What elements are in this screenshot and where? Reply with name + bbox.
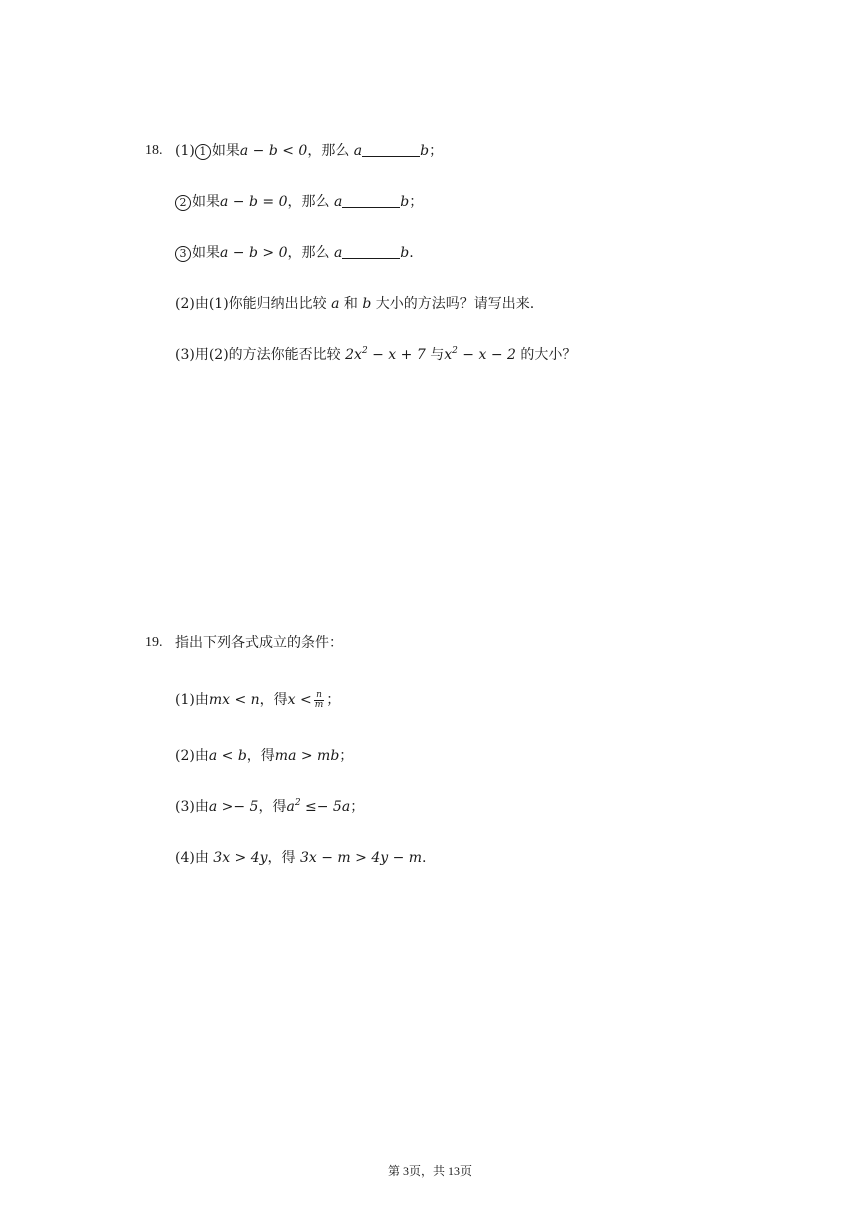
q18-part3-expr2-pre: x bbox=[444, 347, 453, 363]
q19-c2-text-a: (2)由 bbox=[175, 748, 209, 764]
q18-item1-text-b: ，那么 bbox=[307, 143, 354, 159]
answer-blank-2[interactable] bbox=[342, 193, 400, 208]
q19-c1-math-2: x < bbox=[287, 692, 312, 708]
q18-part1-item2 bbox=[175, 192, 423, 212]
answer-blank-1[interactable] bbox=[362, 142, 420, 157]
q18-part3-expr1-pre: 2x bbox=[345, 347, 362, 363]
q18-part2 bbox=[175, 294, 534, 314]
q19-c4-math-1: 3x > 4y bbox=[213, 850, 268, 866]
q19-c4-text-a: (4)由 bbox=[175, 850, 214, 866]
q18-item3-text-b: ，那么 bbox=[287, 245, 334, 261]
q19-c3-end: ； bbox=[350, 799, 365, 815]
q19-c1-math-1: mx < n bbox=[208, 692, 260, 708]
circle-number-1-icon: 1 bbox=[195, 144, 211, 160]
q18-item2-var-b: b bbox=[400, 194, 410, 210]
q19-c4-text-b: ，得 bbox=[267, 850, 300, 866]
q18-part3-text-c: 的大小？ bbox=[515, 347, 577, 363]
q18-item2-text-b: ，那么 bbox=[287, 194, 334, 210]
q18-part3-text-a: (3)用(2)的方法你能否比较 bbox=[175, 347, 346, 363]
q19-c3-math-2-pre: a bbox=[286, 799, 295, 815]
q18-item3-text-a: 如果 bbox=[192, 245, 220, 261]
q18-item2-end: ； bbox=[409, 194, 424, 210]
q19-condition-4 bbox=[175, 848, 427, 868]
q18-item3-end: . bbox=[409, 245, 414, 261]
circle-number-2-icon: 2 bbox=[175, 195, 191, 211]
q18-part2-text-a: (2)由(1)你能归纳出比较 bbox=[175, 296, 332, 312]
q18-part2-text-b: 和 bbox=[339, 296, 363, 312]
q19-c3-math-2-exp: 2 bbox=[294, 798, 301, 808]
q18-part2-text-c: 大小的方法吗？请写出来. bbox=[371, 296, 535, 312]
q18-item2-var-a: a bbox=[333, 194, 343, 210]
q19-c3-text-a: (3)由 bbox=[175, 799, 209, 815]
q19-c2-math-1: a < b bbox=[208, 748, 247, 764]
q19-c1-text-a: (1)由 bbox=[175, 692, 209, 708]
question-number-19: 19. bbox=[145, 635, 163, 650]
q18-part3-expr2-post: − x − 2 bbox=[457, 347, 516, 363]
q19-c1-text-b: ，得 bbox=[259, 692, 288, 708]
q18-part3-expr1-exp: 2 bbox=[361, 346, 368, 356]
q19-c4-end: . bbox=[422, 850, 427, 866]
q18-item1-end: ； bbox=[429, 143, 444, 159]
q18-part3-expr1 bbox=[345, 347, 426, 363]
q19-c3-math-1: a >− 5 bbox=[208, 799, 259, 815]
q19-c1-fraction bbox=[314, 691, 325, 710]
q18-item3-math: a − b > 0 bbox=[220, 245, 288, 261]
answer-blank-3[interactable] bbox=[342, 244, 400, 259]
q19-c3-math-2 bbox=[286, 799, 350, 815]
q18-part2-var-a: a bbox=[331, 296, 340, 312]
q19-c4-math-2: 3x − m > 4y − m bbox=[299, 850, 423, 866]
circle-number-3-icon: 3 bbox=[175, 246, 191, 262]
q18-part3 bbox=[175, 345, 576, 365]
q18-item1-var-b: b bbox=[420, 143, 430, 159]
q19-condition-1 bbox=[175, 690, 340, 710]
page-footer: 第 3页，共 13页 bbox=[387, 1164, 472, 1178]
q18-part3-expr2-exp: 2 bbox=[452, 346, 458, 356]
q18-item1-text-a: 如果 bbox=[211, 143, 240, 159]
q19-intro: 指出下列各式成立的条件： bbox=[175, 635, 343, 651]
q19-c1-end: ； bbox=[326, 692, 341, 708]
q18-item3-var-a: a bbox=[333, 245, 343, 261]
q19-condition-2 bbox=[175, 746, 353, 766]
q19-c3-text-b: ，得 bbox=[258, 799, 287, 815]
q19-c1-fraction-num: n bbox=[314, 691, 325, 701]
q19-condition-3 bbox=[175, 797, 364, 817]
q18-item2-math: a − b = 0 bbox=[220, 194, 288, 210]
q18-part3-text-b: 与 bbox=[425, 347, 445, 363]
q18-item1-math: a − b < 0 bbox=[239, 143, 308, 159]
q18-part3-expr2 bbox=[444, 347, 516, 363]
q19-c2-math-2: ma > mb bbox=[274, 748, 340, 764]
q18-part3-expr1-post: − x + 7 bbox=[367, 347, 426, 363]
q18-item2-text-a: 如果 bbox=[192, 194, 220, 210]
q18-item1-var-a: a bbox=[353, 143, 363, 159]
q18-item3-var-b: b bbox=[400, 245, 410, 261]
q19-c2-end: ； bbox=[339, 748, 354, 764]
q18-part1-item3 bbox=[175, 243, 414, 263]
q18-part1-item1 bbox=[175, 141, 443, 161]
q19-c1-fraction-den: m bbox=[314, 699, 324, 710]
q18-part1-label: (1) bbox=[175, 143, 195, 159]
q19-c2-text-b: ，得 bbox=[246, 748, 275, 764]
q19-c3-math-2-post: ≤− 5a bbox=[300, 799, 351, 815]
q18-part2-var-b: b bbox=[362, 296, 372, 312]
question-number-18: 18. bbox=[145, 143, 163, 158]
